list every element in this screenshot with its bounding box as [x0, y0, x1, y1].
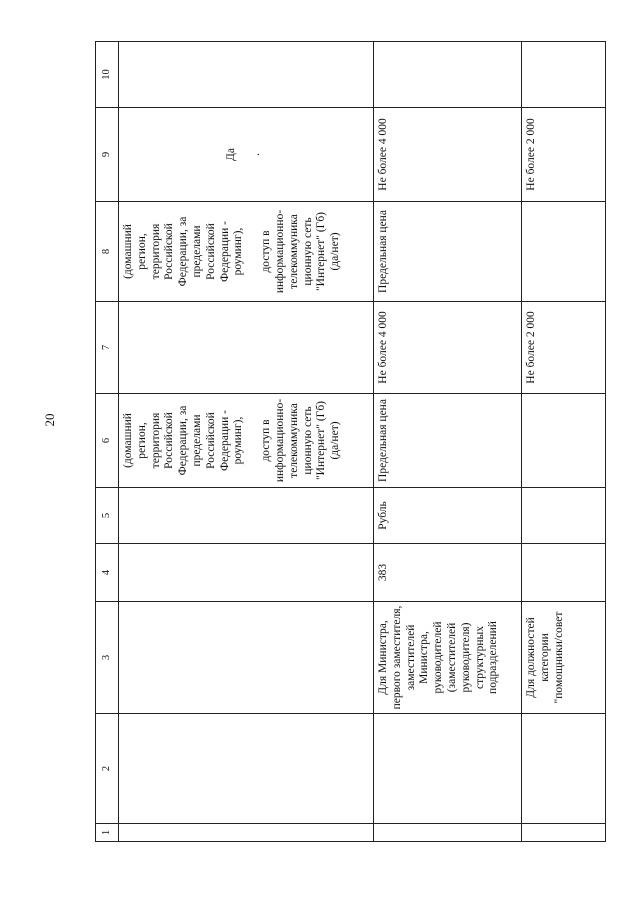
cell-b1	[374, 824, 522, 842]
cell-c10	[522, 42, 606, 108]
cell-b8: Предельная цена	[374, 202, 522, 302]
cell-a7	[119, 302, 374, 394]
page-number: 20	[42, 413, 57, 427]
cell-a6-top: (домашний регион, территория Российской Федерации, за пределами Российской Федерации - роуминг),	[122, 405, 245, 476]
cell-b2	[374, 714, 522, 824]
cell-c7: Не более 2 000	[522, 302, 606, 394]
col-number-2: 2	[96, 714, 119, 824]
cell-c1	[522, 824, 606, 842]
cell-a8-top: (домашний регион, территория Российской Федерации, за пределами Российской Федерации - роуминг),	[122, 216, 245, 287]
cell-a4	[119, 544, 374, 602]
col-number-4: 4	[96, 544, 119, 602]
cell-c6	[522, 394, 606, 488]
col-number-6: 6	[96, 394, 119, 488]
cell-a9	[119, 108, 374, 202]
col-number-3: 3	[96, 602, 119, 714]
cell-b3: Для Министра, первого заместителя, заместителей Министра, руководителей (заместителей руководителя) структурных подразделений	[374, 602, 522, 714]
column-number-row	[96, 42, 119, 842]
cell-c8	[522, 202, 606, 302]
cell-a5	[119, 488, 374, 544]
col-number-5: 5	[96, 488, 119, 544]
table-row-minister	[374, 42, 522, 842]
cell-a9-value: Да	[225, 148, 238, 161]
col-number-7: 7	[96, 302, 119, 394]
cell-b7: Не более 4 000	[374, 302, 522, 394]
cell-a6	[119, 394, 374, 488]
cell-a6-bottom: доступ в информационно-телекоммуника ционную сеть "Интернет" (Гб) (да/нет)	[260, 398, 342, 483]
col-number-8: 8	[96, 202, 119, 302]
cell-a10	[119, 42, 374, 108]
cell-b4: 383	[374, 544, 522, 602]
cell-a8	[119, 202, 374, 302]
cell-c5	[522, 488, 606, 544]
cell-c4	[522, 544, 606, 602]
cell-c3: Для должностей категории "помощники/совет	[522, 602, 606, 714]
cell-a3	[119, 602, 374, 714]
cell-c2	[522, 714, 606, 824]
table-row-continuation	[119, 42, 374, 842]
cell-c9: Не более 2 000	[522, 108, 606, 202]
table-row-assistants	[522, 42, 606, 842]
cell-a2	[119, 714, 374, 824]
cell-b5: Рубль	[374, 488, 522, 544]
cell-b6: Предельная цена	[374, 394, 522, 488]
cell-a9-mark: ·	[252, 152, 265, 157]
cell-a1	[119, 824, 374, 842]
col-number-1: 1	[96, 824, 119, 842]
cell-a8-bottom: доступ в информационно-телекоммуника ционную сеть "Интернет" (Гб) (да/нет)	[260, 209, 342, 294]
col-number-9: 9	[96, 108, 119, 202]
col-number-10: 10	[96, 42, 119, 108]
table-rotated-wrapper	[95, 42, 600, 842]
requirements-table	[95, 41, 606, 842]
cell-b9: Не более 4 000	[374, 108, 522, 202]
cell-b10	[374, 42, 522, 108]
